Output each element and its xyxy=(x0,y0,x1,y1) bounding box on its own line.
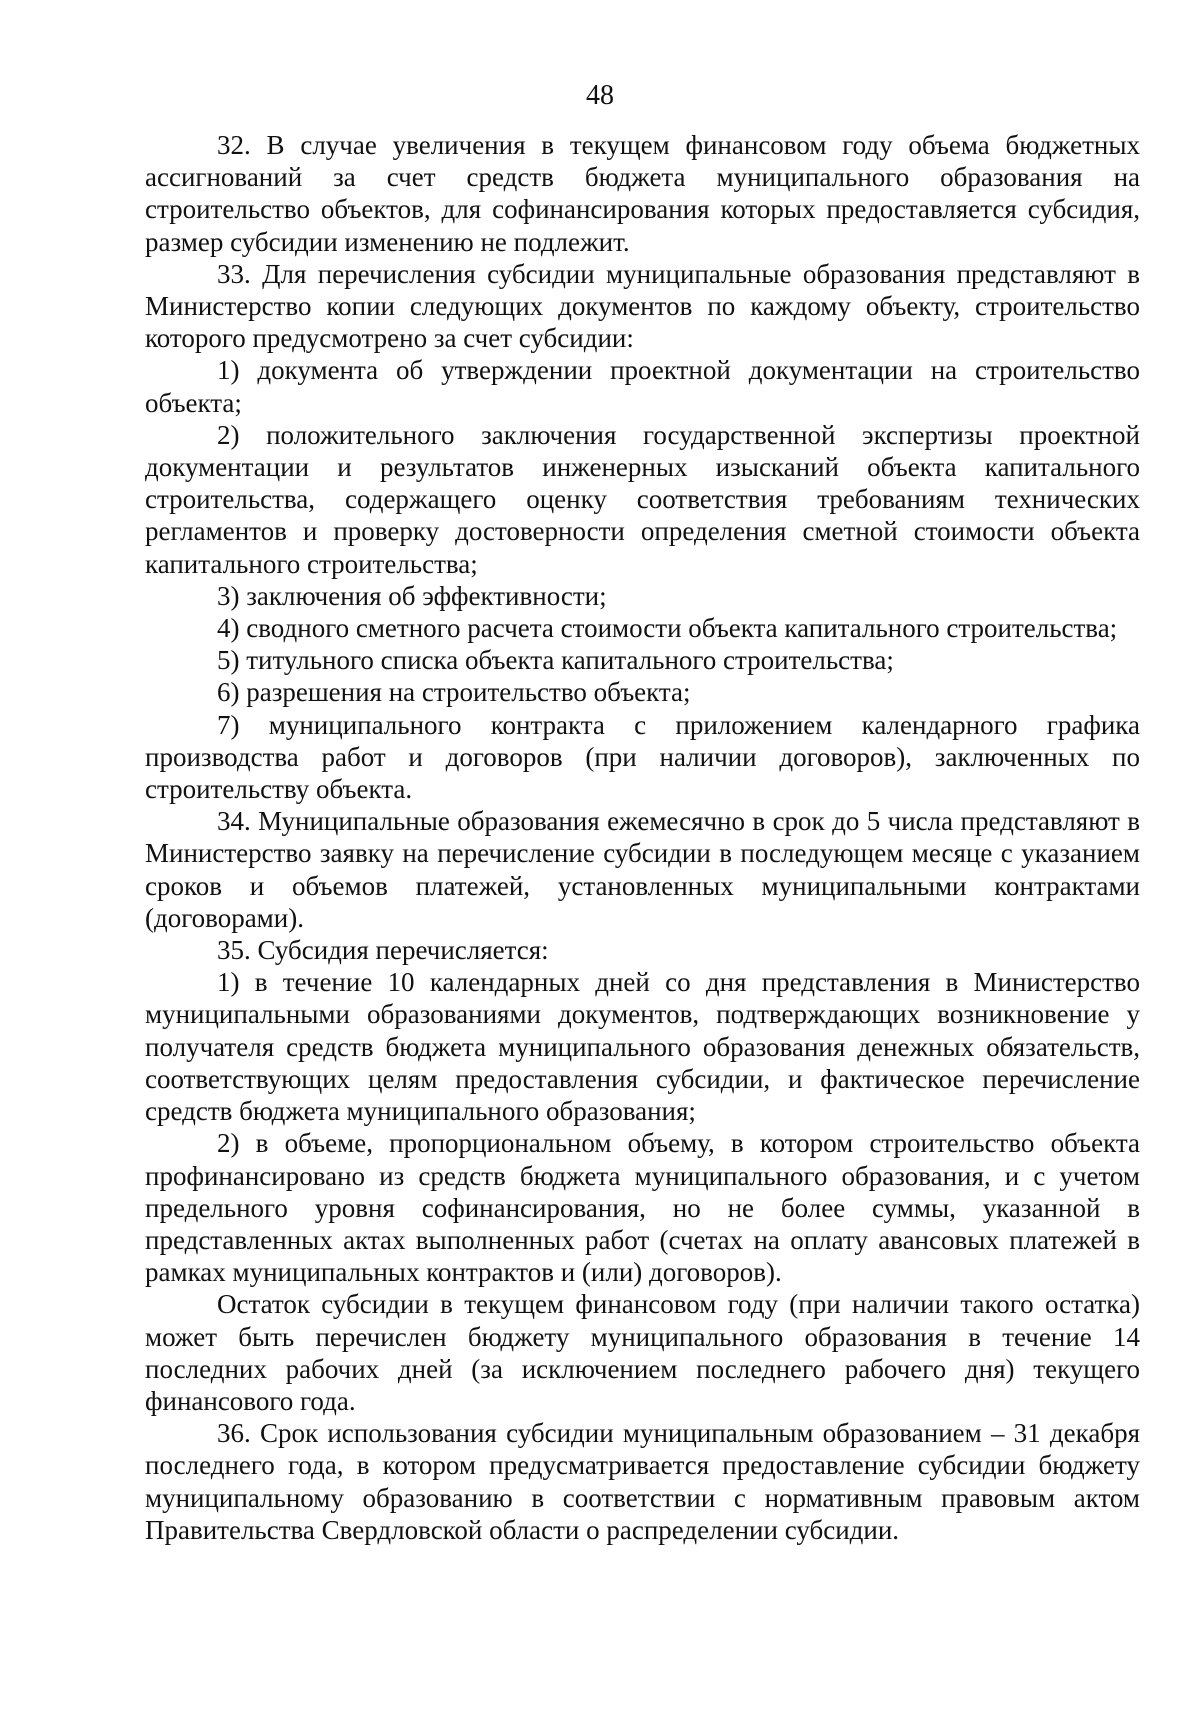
list-item-33-6: 6) разрешения на строительство объекта; xyxy=(217,677,691,708)
list-item-33-7: 7) муниципального контракта с приложением календарного графика производства работ и договоров (при наличии договоров), заключенных по строительству объекта. xyxy=(145,709,1140,805)
list-item-35-2: 2) в объеме, пропорциональном объему, в котором строительство объекта профинансировано из средств бюджета муниципального образования, и с учетом предельного уровня софинансирования, но не более суммы, указанной в представленных актах выполненных работ (счетах на оплату авансовых платежей в рамках муниципальных контрактов и (или) договоров). xyxy=(145,1128,1140,1288)
paragraph-34: 34. Муниципальные образования ежемесячно в срок до 5 числа представляют в Министерство заявку на перечисление субсидии в последующем месяце с указанием сроков и объемов платежей, установленных муниципальными контрактами (договорами). xyxy=(145,806,1140,933)
list-item-33-3: 3) заключения об эффективности; xyxy=(217,580,607,611)
paragraph-35-remainder: Остаток субсидии в текущем финансовом году (при наличии такого остатка) может быть перечислен бюджету муниципального образования в течение 14 последних рабочих дней (за исключением последнего рабочего дня) текущего финансового года. xyxy=(145,1289,1140,1416)
paragraph-33: 33. Для перечисления субсидии муниципальные образования представляют в Министерство копии следующих документов по каждому объекту, строительство которого предусмотрено за счет субсидии: xyxy=(145,258,1140,354)
paragraph-36: 36. Срок использования субсидии муниципальным образованием – 31 декабря последнего года, в котором предусматривается предоставление субсидии бюджету муниципальному образованию в соответствии с нормативным правовым актом Правительства Свердловской области о распределении субсидии. xyxy=(145,1418,1140,1545)
list-item-35-1: 1) в течение 10 календарных дней со дня представления в Министерство муниципальными образованиями документов, подтверждающих возникновение у получателя средств бюджета муниципального образования денежных обязательств, соответствующих целям предоставления субсидии, и фактическое перечисление средств бюджета муниципального образования; xyxy=(145,967,1140,1127)
paragraph-32: 32. В случае увеличения в текущем финансовом году объема бюджетных ассигнований за счет средств бюджета муниципального образования на строительство объектов, для софинансирования которых предоставляется субсидия, размер субсидии изменению не подлежит. xyxy=(145,130,1140,257)
list-item-33-1: 1) документа об утверждении проектной документации на строительство объекта; xyxy=(145,355,1140,418)
list-item-33-2: 2) положительного заключения государственной экспертизы проектной документации и результатов инженерных изысканий объекта капитального строительства, содержащего оценку соответствия требованиям технических регламентов и проверку достоверности определения сметной стоимости объекта капитального строительства; xyxy=(145,419,1140,579)
list-item-33-5: 5) титульного списка объекта капитального строительства; xyxy=(217,645,894,676)
paragraph-35: 35. Субсидия перечисляется: xyxy=(217,935,549,966)
document-body xyxy=(145,129,1140,1546)
page-number: 48 xyxy=(586,80,614,111)
list-item-33-4: 4) сводного сметного расчета стоимости объекта капитального строительства; xyxy=(217,613,1118,644)
